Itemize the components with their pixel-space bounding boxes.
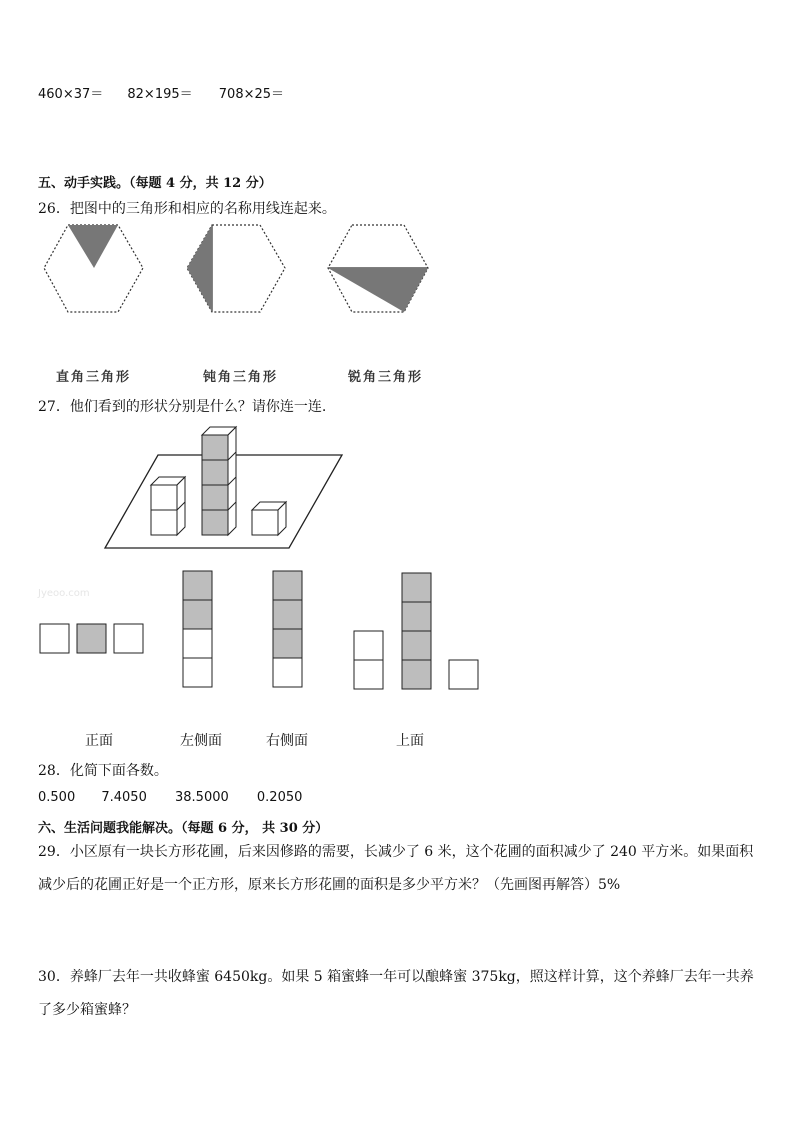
label-front: 正面 <box>85 733 113 749</box>
label-right-triangle: 直角三角形 <box>56 370 132 385</box>
label-obtuse-triangle: 钝角三角形 <box>203 370 279 385</box>
q28-number: 38.5000 <box>175 790 229 805</box>
q26-text: 26．把图中的三角形和相应的名称用线连起来。 <box>38 201 336 217</box>
label-left-side: 左侧面 <box>180 733 222 749</box>
calc-item: 460×37＝ <box>38 87 104 102</box>
section6-title: 六、生活问题我能解决。（每题 6 分， 共 30 分） <box>38 821 329 836</box>
label-acute-triangle: 锐角三角形 <box>348 370 424 385</box>
calc-item: 82×195＝ <box>127 87 193 102</box>
watermark: Jyeoo.com <box>38 588 90 599</box>
q27-text: 27．他们看到的形状分别是什么？请你连一连. <box>38 399 327 415</box>
cube-stack-left <box>151 477 185 535</box>
section5-title: 五、动手实践。（每题 4 分，共 12 分） <box>38 176 272 191</box>
cube-single-right <box>252 502 286 535</box>
label-top: 上面 <box>396 733 424 749</box>
q28-number: 0.2050 <box>256 790 303 805</box>
q28-number: 0.500 <box>38 790 76 805</box>
view-option-d <box>354 573 478 689</box>
view-option-b <box>183 571 212 687</box>
q29-text: 29．小区原有一块长方形花圃，后来因修路的需要，长减少了 6 米，这个花圃的面积减少了 240 平方米。如果面积减少后的花圃正好是一个正方形，原来长方形花圃的面积是多少平方米？（先画图再解答）5% <box>38 844 754 893</box>
calc-item: 708×25＝ <box>218 87 285 102</box>
q30-text: 30．养蜂厂去年一共收蜂蜜 6450kg。如果 5 箱蜜蜂一年可以酿蜂蜜 375kg，照这样计算，这个养蜂厂去年一共养了多少箱蜜蜂？ <box>38 969 754 1018</box>
q28-number: 7.4050 <box>101 790 147 805</box>
cube-stack-center <box>202 427 236 535</box>
label-right-side: 右侧面 <box>266 733 308 749</box>
view-option-a <box>40 624 143 653</box>
q28-text: 28．化简下面各数。 <box>38 763 168 779</box>
q28-numbers <box>38 790 302 805</box>
view-option-c <box>273 571 302 687</box>
